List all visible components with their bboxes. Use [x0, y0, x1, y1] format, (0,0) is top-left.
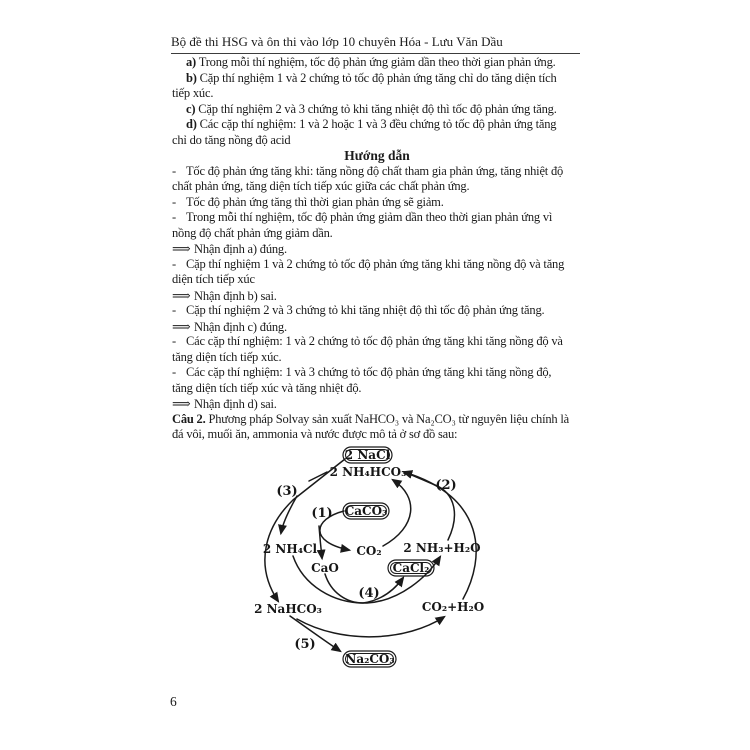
node-cao: CaO [311, 561, 339, 575]
line-text: Tốc độ phản ứng tăng thì thời gian phản ứng sẽ giảm. [186, 194, 444, 209]
text-line [172, 117, 582, 133]
line-text: Cặp thí nghiệm 2 và 3 chứng tỏ khi tăng nhiệt độ thì tốc độ phản ứng tăng. [186, 303, 545, 317]
node-nh3-h2o: 2 NH₃+H₂O [403, 541, 481, 555]
step-label-5: (5) [294, 637, 316, 652]
text-line [172, 427, 582, 443]
implies-arrow-icon: ⟹ [172, 241, 191, 256]
line-text: Tốc độ phản ứng tăng khi: tăng nồng độ chất tham gia phản ứng, tăng nhiệt độ [186, 163, 564, 178]
line-text: Các cặp thí nghiệm: 1 và 2 hoặc 1 và 3 đều chứng tỏ tốc độ phản ứng tăng [196, 117, 557, 131]
bold-label: b) [186, 70, 197, 85]
line-text: Phương pháp Solvay sản xuất NaHCO₃ và Na₂CO₃ từ nguyên liệu chính là [205, 411, 570, 426]
bold-label: Hướng dẫn [344, 148, 410, 163]
line-text: Trong mỗi thí nghiệm, tốc độ phản ứng giảm dần theo thời gian phản ứng vì [186, 210, 553, 224]
line-text: đá vôi, muối ăn, ammonia và nước được mô tả ở sơ đồ sau: [172, 427, 458, 441]
text-line [172, 102, 582, 118]
line-text: Nhận định d) sai. [194, 397, 277, 411]
text-line [172, 257, 582, 273]
node-nacl: 2 NaCl [344, 448, 391, 462]
solvay-process-diagram [245, 445, 485, 677]
text-line [172, 226, 582, 242]
text-line [172, 412, 582, 428]
text-line [172, 381, 582, 397]
bold-label: Câu 2. [172, 411, 206, 426]
dash-bullet: - [172, 334, 176, 348]
line-text: diện tích tiếp xúc [172, 272, 255, 286]
solvay-diagram-svg [245, 445, 485, 677]
node-nh4hco3: 2 NH₄HCO₃ [329, 465, 407, 479]
step-label-4: (4) [358, 586, 380, 601]
line-text: chất phản ứng, tăng diện tích tiếp xúc giữa các chất phản ứng. [172, 179, 470, 193]
line-text: Các cặp thí nghiệm: 1 và 2 chứng tỏ tốc độ phản ứng tăng khi tăng nồng độ và [186, 334, 563, 348]
dash-bullet: - [172, 303, 176, 317]
node-na2co3: Na₂CO₃ [345, 652, 395, 666]
line-text: chỉ do tăng nồng độ acid [172, 132, 291, 147]
bold-label: c) [186, 101, 196, 116]
line-text: nồng độ chất phản ứng giảm dần. [172, 225, 333, 240]
text-line [172, 55, 582, 71]
text-line [172, 288, 582, 304]
line-text: tăng diện tích tiếp xúc. [172, 349, 282, 364]
step-label-3: (3) [276, 484, 298, 499]
line-text: tăng diện tích tiếp xúc và tăng nhiệt độ. [172, 380, 362, 395]
step-label-1: (1) [311, 506, 333, 521]
text-line [172, 241, 582, 257]
node-nh4cl: 2 NH₄Cl [262, 542, 318, 556]
text-line [172, 195, 582, 211]
line-text: Nhận định b) sai. [194, 288, 277, 303]
text-column [172, 55, 582, 443]
arrow-to-nh4cl [281, 496, 297, 533]
node-caco3: CaCO₃ [344, 504, 388, 518]
text-line [172, 396, 582, 412]
text-line [172, 210, 582, 226]
dash-bullet: - [172, 194, 176, 209]
text-line [172, 319, 582, 335]
text-line [172, 272, 582, 288]
node-co2-h2o: CO₂+H₂O [421, 600, 485, 614]
text-line [172, 350, 582, 366]
implies-arrow-icon: ⟹ [172, 318, 191, 334]
step-label-2: (2) [435, 478, 457, 493]
text-line [172, 148, 582, 164]
node-co2: CO₂ [356, 544, 382, 558]
text-line [172, 179, 582, 195]
text-line [172, 133, 582, 149]
arrow-nahco3-to-co2h2o [297, 617, 444, 637]
text-line [172, 71, 582, 87]
implies-arrow-icon: ⟹ [172, 287, 191, 303]
implies-arrow-icon: ⟹ [172, 396, 191, 411]
bold-label: d) [186, 117, 197, 131]
line-text: Nhận định c) đúng. [194, 319, 287, 334]
line-text: tiếp xúc. [172, 86, 214, 100]
line-text: Nhận định a) đúng. [194, 242, 287, 256]
text-line [172, 86, 582, 102]
line-text: Trong mỗi thí nghiệm, tốc độ phản ứng giảm dần theo thời gian phản ứng. [196, 55, 556, 69]
text-line [172, 164, 582, 180]
node-cacl2: CaCl₂ [392, 561, 430, 575]
dash-bullet: - [172, 163, 176, 178]
page-header-title: Bộ đề thi HSG và ôn thi vào lớp 10 chuyên Hóa - Lưu Văn Dầu [171, 34, 580, 54]
line-text: Cặp thí nghiệm 1 và 2 chứng tỏ tốc độ phản ứng tăng khi tăng nồng độ và tăng [186, 256, 565, 271]
text-line [172, 303, 582, 319]
dash-bullet: - [172, 256, 176, 271]
arrow-nacl-to-nahco3 [262, 459, 345, 601]
line-text: Cặp thí nghiệm 2 và 3 chứng tỏ khi tăng nhiệt độ thì tốc độ phản ứng tăng. [195, 101, 557, 116]
dash-bullet: - [172, 210, 176, 224]
page-number: 6 [170, 694, 177, 709]
dash-bullet: - [172, 365, 176, 379]
text-line [172, 365, 582, 381]
node-nahco3: 2 NaHCO₃ [254, 602, 322, 616]
text-line [172, 334, 582, 350]
line-text: Cặp thí nghiệm 1 và 2 chứng tỏ tốc độ phản ứng tăng chỉ do tăng diện tích [196, 70, 557, 85]
line-text: Các cặp thí nghiệm: 1 và 3 chứng tỏ tốc độ phản ứng tăng khi tăng nồng độ, [186, 365, 552, 379]
bold-label: a) [186, 55, 197, 69]
